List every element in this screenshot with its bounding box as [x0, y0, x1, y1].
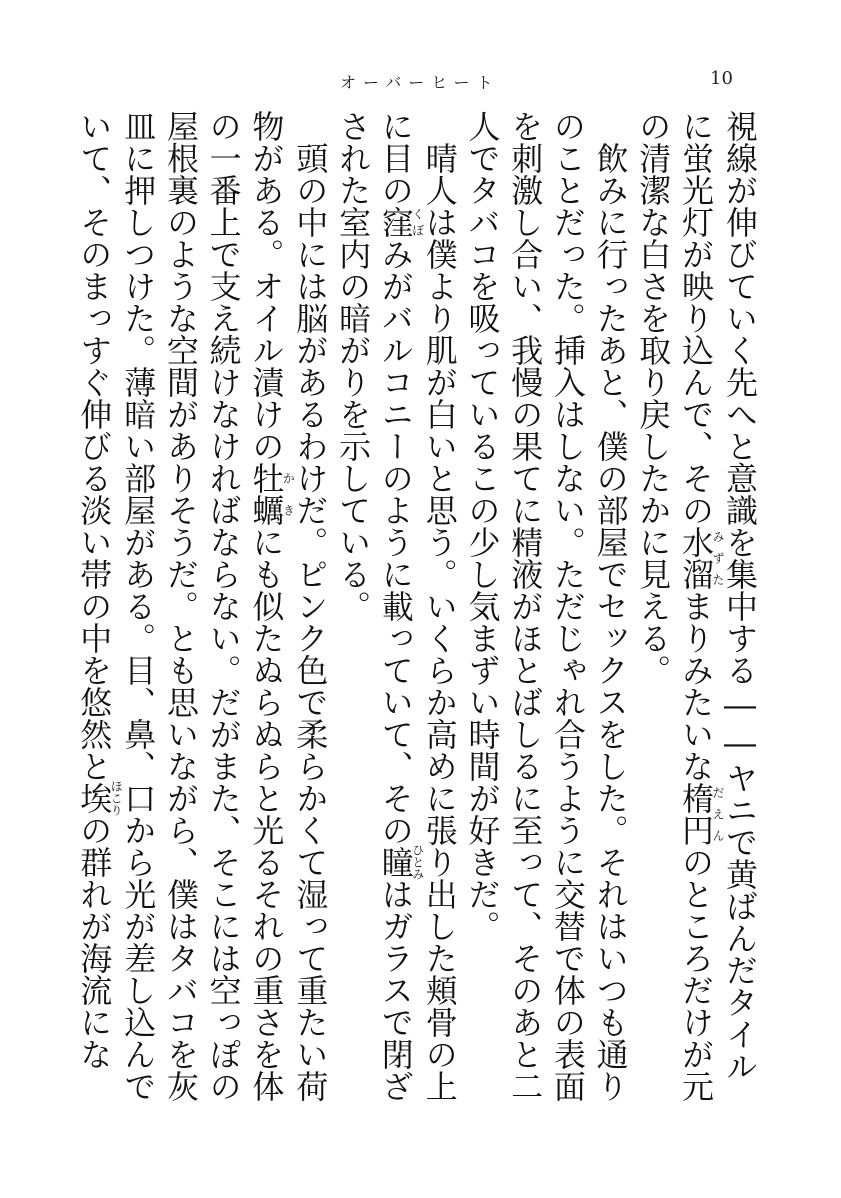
paragraph [632, 110, 761, 1110]
text-run: の群れが海流にな [75, 814, 114, 1070]
text-run: はガラスで閉ざされた室内の暗がりを示している。 [334, 110, 415, 1102]
ruby-base: 瞳 [376, 844, 415, 880]
text-run: 視線が伸びていく先へと意識を集中する――ヤニで黄ばんだタイルに蛍光灯が映り込んで、その [677, 110, 759, 1082]
ruby-annotation [75, 780, 124, 816]
text-run: 頭の中には脳があるわけだ。ピンク色で柔らかくて湿って重たい荷物がある。オイル漬けの [247, 110, 330, 1102]
ruby-base: 牡蠣 [247, 462, 286, 526]
page-number: 10 [710, 68, 733, 89]
text-run: 飲みに行ったあと、僕の部屋でセックスをした。それはいつも通りのことだった。挿入はしない。ただじゃれ合うように交替で体の表面を刺激し合い、我慢の果てに精液がほとばしるに至って、そのあと二人でタバコを吸っているこの少し気まずい時間が好きだ。 [463, 110, 630, 1102]
paragraph [461, 110, 632, 1110]
body-text [73, 110, 761, 1110]
ruby-base: 水溜 [677, 526, 715, 590]
ruby-text: かき [281, 462, 296, 526]
paragraph [331, 110, 460, 1110]
text-run: のところだけが元の清潔な白さを取り戻したかに見える。 [634, 110, 715, 1102]
ruby-text: ひとみ [410, 844, 425, 880]
paragraph [73, 110, 332, 1110]
text-run: みがバルコニーのように載っていて、その [376, 238, 415, 846]
ruby-base: 埃 [75, 780, 114, 816]
ruby-base: 楕円 [677, 782, 715, 846]
ruby-text: くぼ [410, 206, 425, 238]
ruby-base: 窪 [376, 206, 415, 238]
ruby-annotation [247, 462, 296, 526]
text-run: 晴人は僕より肌が白いと思う。いくらか高めに張り出した頬骨の上に目の [376, 110, 459, 1102]
ruby-text: ほこり [109, 780, 124, 816]
ruby-annotation [376, 206, 425, 238]
ruby-text: みずた [711, 526, 725, 590]
ruby-annotation [677, 526, 725, 590]
running-header-title: オーバーヒート [340, 73, 500, 92]
ruby-text: だえん [711, 782, 725, 846]
ruby-annotation [677, 782, 725, 846]
text-run: にも似たぬらぬらと光るそれの重さを体の一番上で支え続けなければならない。だがまた、そこには空っぽの屋根裏のような空間がありそうだ。とも思いながら、僕はタバコを灰皿に押しつけた。薄暗い部屋がある。目、鼻、口から光が差し込んでいて、そのまっすぐ伸びる淡い帯の中を悠然と [75, 110, 286, 1102]
text-run: まりみたいな [677, 590, 715, 782]
ruby-annotation [376, 844, 425, 880]
